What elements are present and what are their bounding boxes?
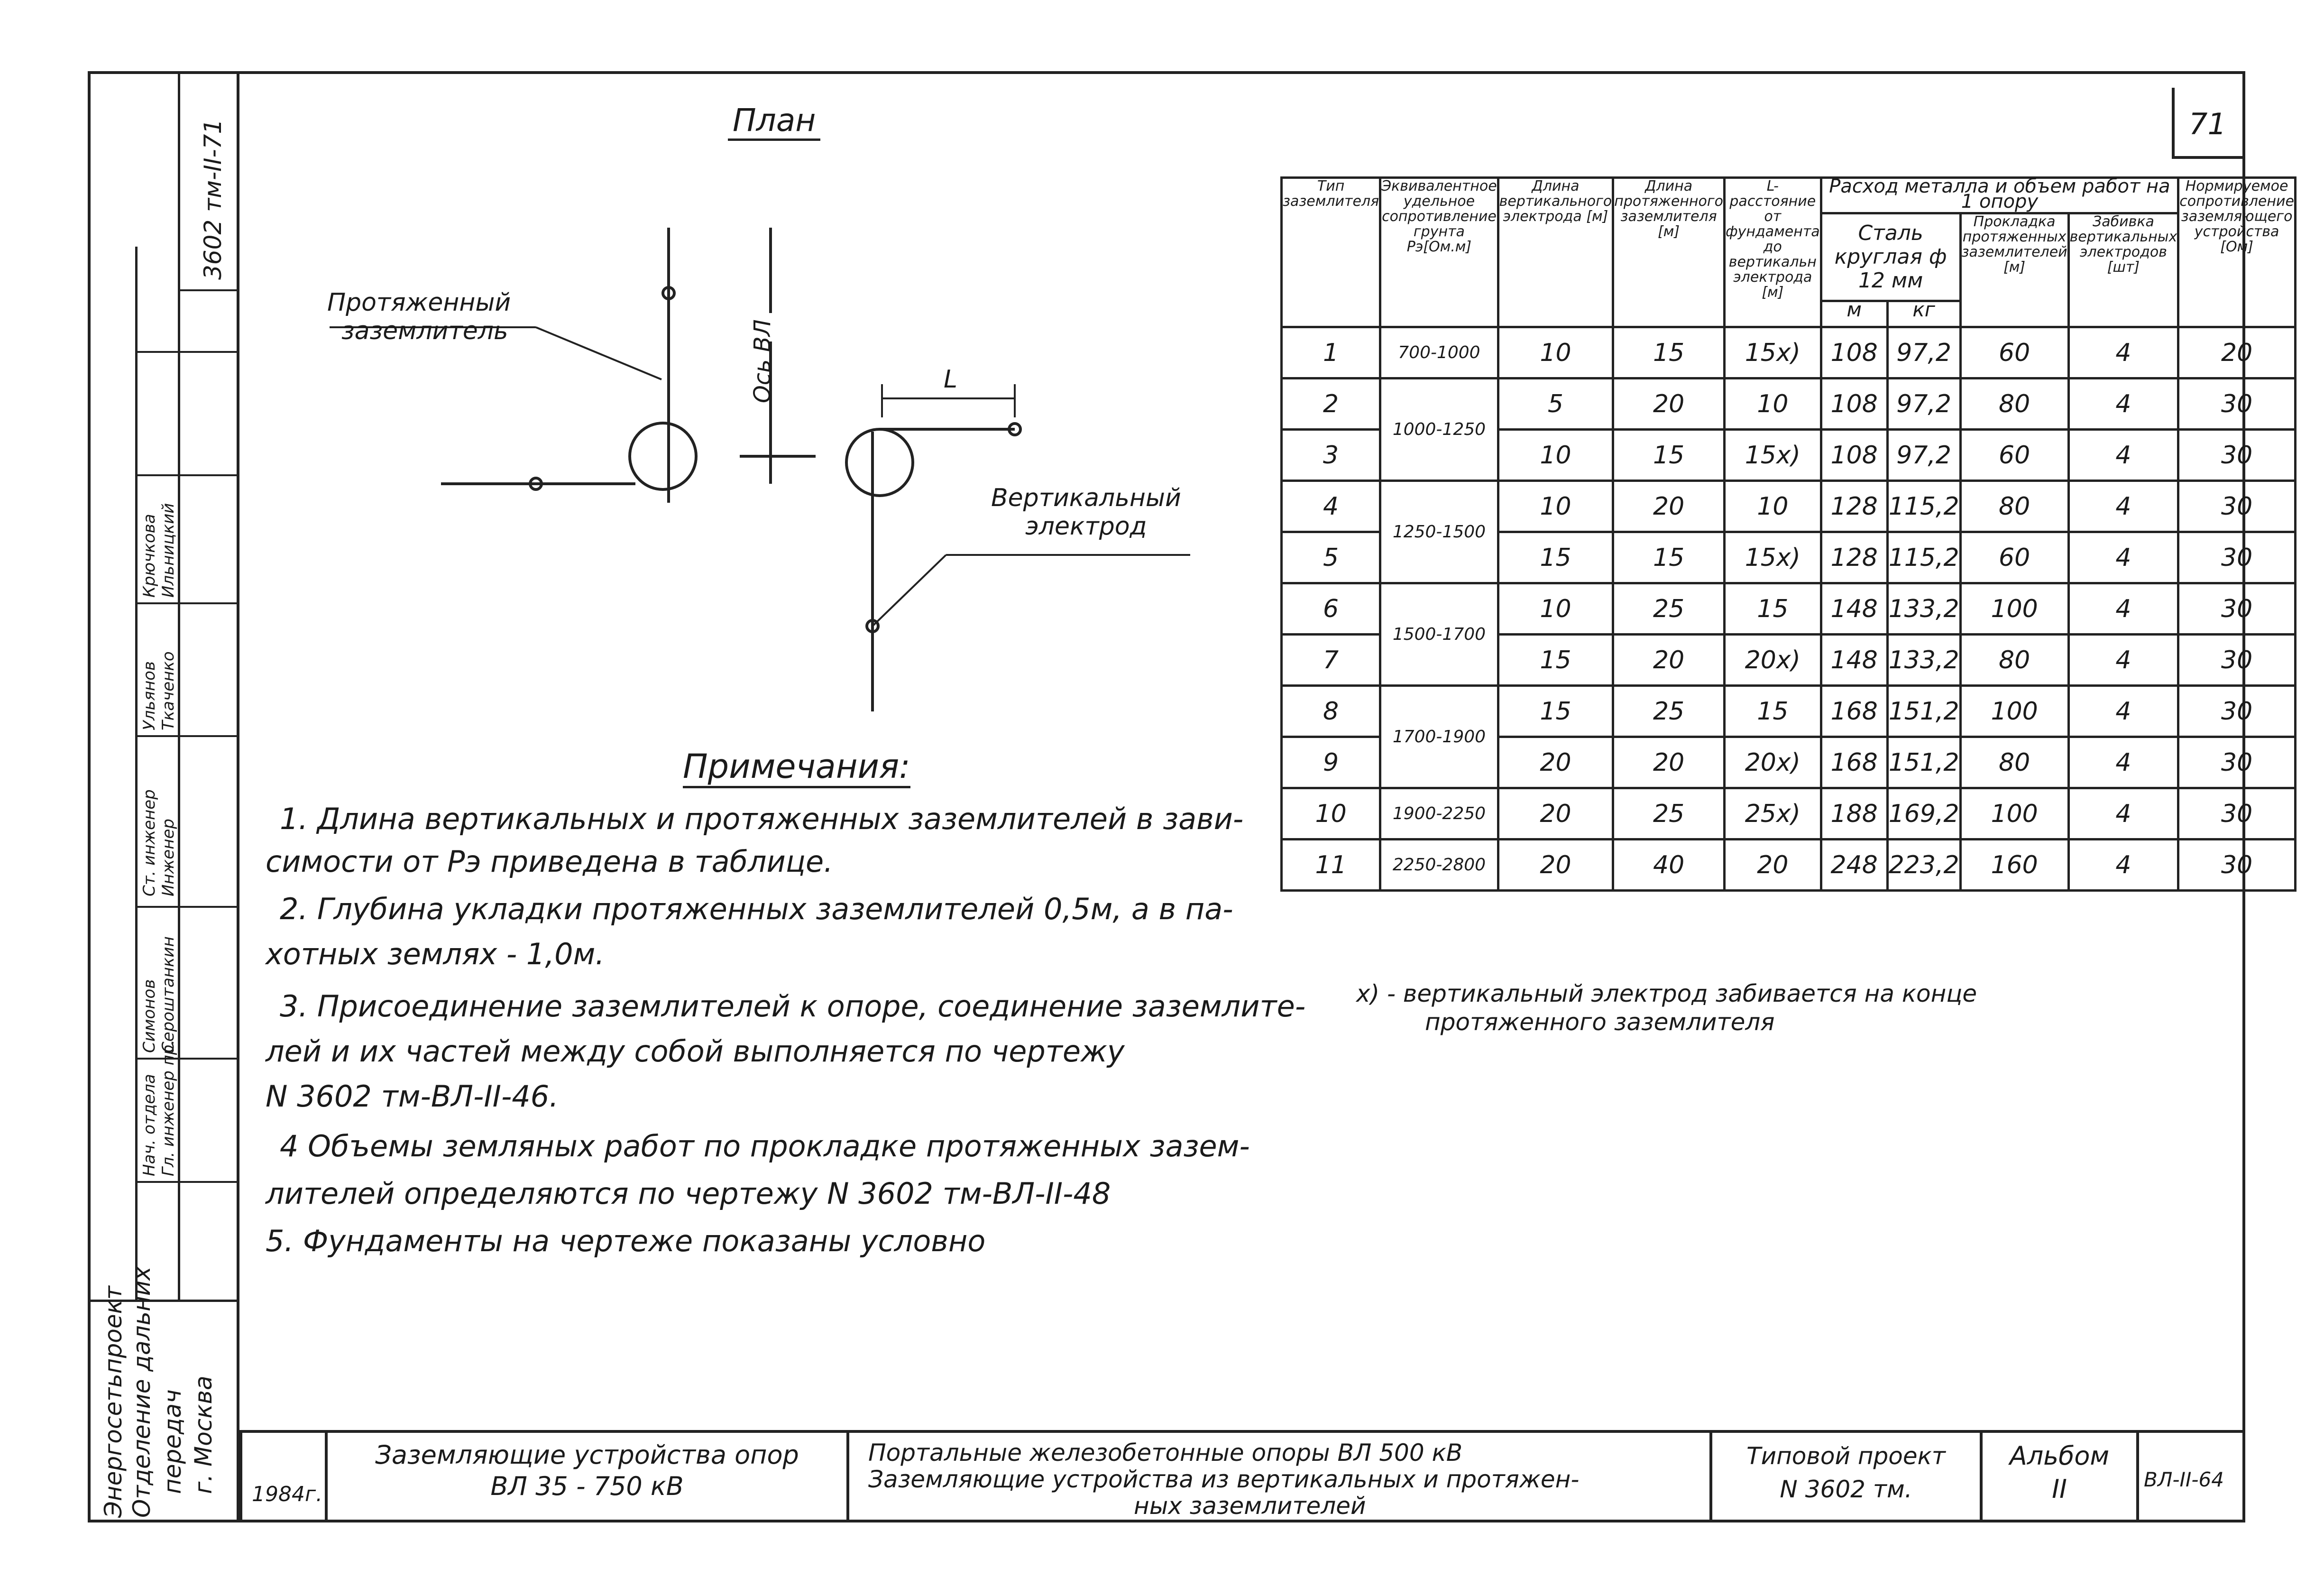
table-row: 2 1000-1250 5 20 10 108 97,2 80 4 30 [1282,378,2296,430]
table-row: 4 1250-1500 10 20 10 128 115,2 80 4 30 [1282,481,2296,532]
name-label: Ткаченко [159,651,178,730]
table-row: 6 1500-1700 10 25 15 148 133,2 100 4 30 [1282,583,2296,635]
title-block-sheet-code: ВЛ-II-64 [2136,1430,2245,1522]
note-line: 4 Объемы земляных работ по прокладке протяженных зазем- [280,1129,1250,1163]
label-vertical-electrode: Вертикальный электрод [991,484,1181,541]
sheet-number: 71 [2189,107,2226,141]
role-label: Инженер [159,819,178,896]
plan-title: План [728,102,820,141]
role-label: Гл. инженер пр. [159,1039,178,1176]
label-extended-electrode: Протяженный заземлитель [327,288,511,345]
table-row: 7 15 20 20x) 148 133,2 80 4 30 [1282,635,2296,686]
org-name: передач [159,1389,186,1494]
note-line: лителей определяются по чертежу N 3602 тм-ВЛ-II-48 [266,1176,1111,1211]
title-block-description: Портальные железобетонные опоры ВЛ 500 кВ Заземляющие устройства из вертикальных и протяжен- ных заземлителей [846,1430,1709,1522]
foundation-left [630,423,696,489]
table-row: 10 1900-2250 20 25 25x) 188 169,2 100 4 30 [1282,788,2296,840]
table-row: 3 10 15 15x) 108 97,2 60 4 30 [1282,430,2296,481]
title-block-project: Типовой проект N 3602 тм. [1709,1430,1980,1522]
table-row: 9 20 20 20x) 168 151,2 80 4 30 [1282,737,2296,788]
label-L: L [944,365,957,394]
header-kg: кг [1887,301,1960,327]
name-label: Ульянов [140,661,159,730]
table-row: 1 700-1000 10 15 15x) 108 97,2 60 4 20 [1282,327,2296,378]
title-block-subject: Заземляющие устройства опор ВЛ 35 - 750 кВ [325,1430,846,1522]
table-row: 5 15 15 15x) 128 115,2 60 4 30 [1282,532,2296,583]
header-driving: Забивка вертикальных электродов [шт] [2068,213,2178,327]
org-name: Отделение дальних [128,1266,156,1518]
note-line: лей и их частей между собой выполняется по чертежу [266,1034,1125,1069]
header-type: Тип заземлителя [1282,178,1380,327]
note-line: 1. Длина вертикальных и протяженных заземлителей в зави- [280,802,1244,836]
note-line: 5. Фундаменты на чертеже показаны условно [266,1224,986,1258]
header-m: м [1821,301,1887,327]
role-label: Ст. инженер [140,789,159,896]
spec-table [1280,176,2296,892]
drawing-code: 3602 тм-II-71 [199,119,227,280]
header-resistivity: Эквивалентное удельное сопротивление грунта Pэ[Ом.м] [1380,178,1498,327]
name-label: Сероштанкин [159,936,178,1053]
foundation-right [846,429,913,496]
note-line: N 3602 тм-ВЛ-II-46. [266,1079,559,1114]
note-line: хотных землях - 1,0м. [266,937,605,971]
note-line: 2. Глубина укладки протяженных заземлителей 0,5м, а в па- [280,892,1233,926]
org-name: г. Москва [190,1375,217,1494]
title-block-album: Альбом II [1980,1430,2136,1522]
role-label: Нач. отдела [140,1074,159,1176]
header-vertical-length: Длина вертикального электрода [м] [1498,178,1613,327]
note-line: 3. Присоединение заземлителей к опоре, соединение заземлите- [280,989,1306,1024]
title-block-year: 1984г. [239,1430,325,1522]
table-footnote: x) - вертикальный электрод забивается на конце протяженного заземлителя [1356,980,1977,1036]
note-line: симости от Pэ приведена в таблице. [266,844,833,879]
table-row: 11 2250-2800 20 40 20 248 223,2 160 4 30 [1282,840,2296,891]
org-name: Энергосетьпроект [100,1286,127,1518]
name-label: Крючкова [140,514,159,598]
header-group: Расход металла и объем работ на 1 опору [1821,178,2178,213]
notes-title: Примечания: [683,747,910,788]
header-distance: L-расстояние от фундамента до вертикальн электрода [м] [1724,178,1821,327]
name-label: Симонов [140,979,159,1053]
header-extended-length: Длина протяженного заземлителя [м] [1613,178,1725,327]
header-norm-resistance: Нормируемое сопротивление заземляющего устройства [Ом] [2178,178,2296,327]
header-steel: Сталь круглая ф 12 мм [1821,213,1960,301]
header-laying: Прокладка протяженных заземлителей [м] [1960,213,2068,327]
table-row: 8 1700-1900 15 25 15 168 151,2 100 4 30 [1282,686,2296,737]
name-label: Ильницкий [159,503,178,598]
label-axis: Ось ВЛ [749,319,776,403]
